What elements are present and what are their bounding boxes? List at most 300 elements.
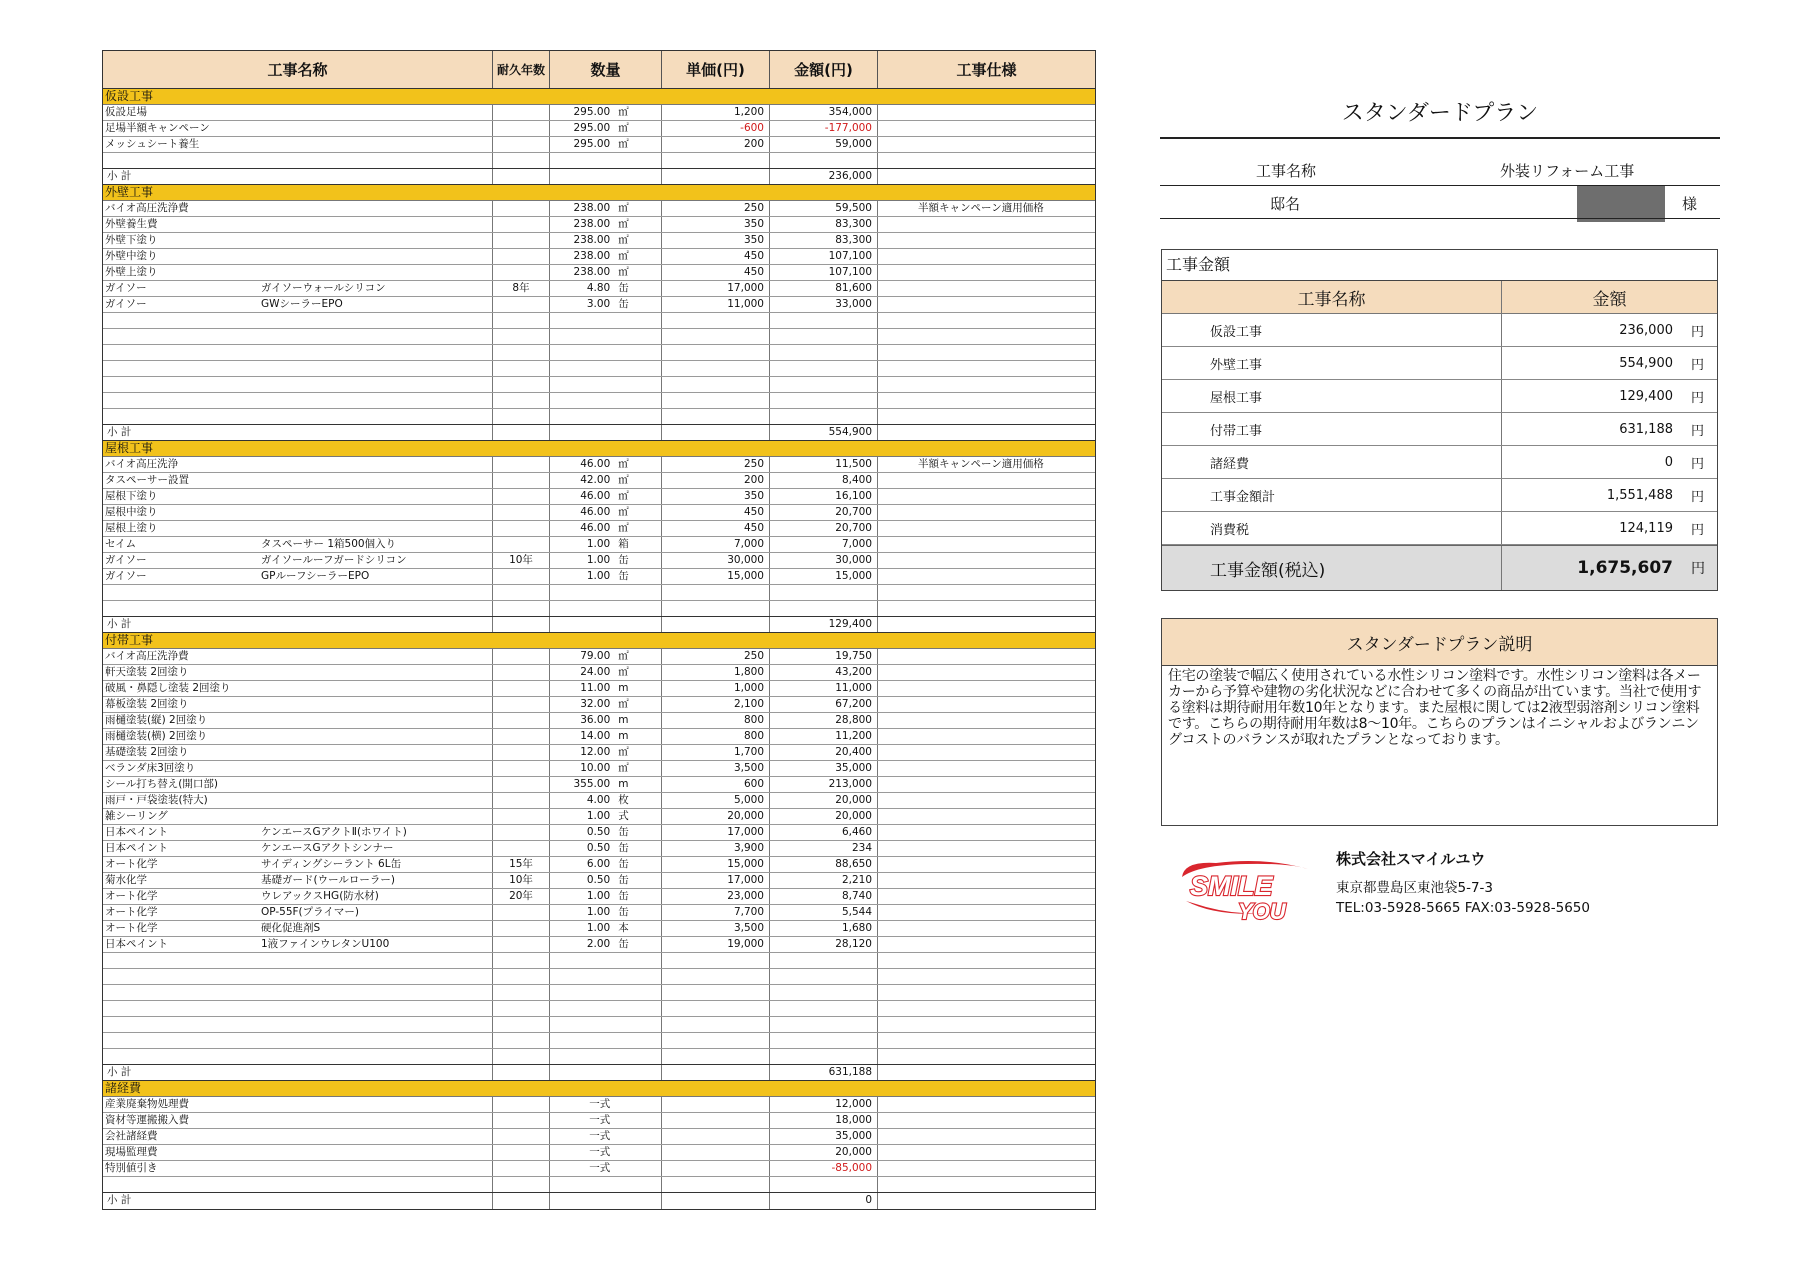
cell-duration bbox=[493, 969, 550, 984]
cell-spec bbox=[878, 489, 1095, 504]
item-name: 雑シーリング bbox=[105, 810, 168, 822]
item-unit bbox=[616, 313, 661, 328]
summary-amount-cell bbox=[1502, 479, 1717, 511]
item-name bbox=[103, 377, 261, 392]
cell-duration: 10年 bbox=[493, 873, 550, 888]
item-product bbox=[261, 761, 492, 776]
cell-unit-price bbox=[662, 345, 770, 360]
cell-spec bbox=[878, 873, 1095, 888]
cell-unit-price: 3,500 bbox=[662, 761, 770, 776]
table-row bbox=[103, 393, 1095, 409]
cell-amount: 129,400 bbox=[770, 617, 878, 632]
item-qty bbox=[550, 409, 616, 424]
header-duration: 耐久年数 bbox=[493, 51, 550, 88]
item-unit: ㎡ bbox=[618, 522, 629, 534]
table-row bbox=[103, 537, 1095, 553]
table-row bbox=[103, 153, 1095, 169]
cell-duration bbox=[493, 649, 550, 664]
cell-spec bbox=[878, 425, 1095, 440]
summary-header bbox=[1162, 281, 1717, 314]
summary-amount-cell bbox=[1502, 314, 1717, 346]
cell-name bbox=[103, 1129, 493, 1144]
item-product: ウレアックスHG(防水材) bbox=[261, 890, 379, 902]
cell-spec bbox=[878, 777, 1095, 792]
cell-duration bbox=[493, 361, 550, 376]
item-qty: 4.00 bbox=[586, 794, 611, 806]
item-product bbox=[261, 249, 492, 264]
table-row bbox=[103, 569, 1095, 585]
cell-unit-price: 5,000 bbox=[662, 793, 770, 808]
summary-label: 屋根工事 bbox=[1162, 380, 1502, 412]
cell-quantity bbox=[550, 905, 662, 920]
cell-amount: 0 bbox=[770, 1193, 878, 1209]
item-qty: 一式 bbox=[589, 1146, 611, 1158]
item-product bbox=[263, 617, 492, 632]
cell-unit-price: 1,800 bbox=[662, 665, 770, 680]
summary-amount-cell bbox=[1502, 446, 1717, 478]
cell-amount bbox=[770, 969, 878, 984]
item-unit bbox=[616, 953, 661, 968]
cell-quantity bbox=[550, 617, 662, 632]
cell-unit-price bbox=[662, 985, 770, 1000]
cell-amount: 20,000 bbox=[770, 809, 878, 824]
item-unit: ㎡ bbox=[618, 698, 629, 710]
cell-duration bbox=[493, 617, 550, 632]
cell-unit-price: 3,900 bbox=[662, 841, 770, 856]
item-unit bbox=[616, 1113, 661, 1128]
cell-unit-price: 15,000 bbox=[662, 569, 770, 584]
cell-name bbox=[103, 137, 493, 152]
item-qty bbox=[550, 345, 616, 360]
description-body: 住宅の塗装で幅広く使用されている水性シリコン塗料です。水性シリコン塗料は各メーカーから予算や建物の劣化状況などに合わせて多くの商品が出ています。当社で使用する塗料は期待耐用年数10年となります。また屋根に関しては2液型弱溶剤シリコン塗料です。こちらの期待耐用年数は8～10年。こちらのプランはイニシャルおよびランニングコストのバランスが取れたプランとなっております。 bbox=[1168, 668, 1702, 748]
item-qty: 32.00 bbox=[580, 698, 611, 710]
item-product: ケンエースGアクトシンナー bbox=[261, 842, 394, 854]
cell-unit-price bbox=[662, 313, 770, 328]
cell-unit-price: 17,000 bbox=[662, 873, 770, 888]
cell-duration bbox=[493, 1129, 550, 1144]
item-qty: 0.50 bbox=[586, 826, 611, 838]
cell-name bbox=[103, 297, 493, 312]
cell-duration bbox=[493, 697, 550, 712]
cell-amount bbox=[770, 985, 878, 1000]
table-row bbox=[103, 489, 1095, 505]
item-name: バイオ高圧洗浄費 bbox=[105, 650, 189, 662]
item-name: 日本ペイント bbox=[105, 938, 168, 950]
item-name: 小 計 bbox=[107, 618, 132, 630]
cell-spec bbox=[878, 729, 1095, 744]
cell-name bbox=[103, 537, 493, 552]
item-name: 雨戸・戸袋塗装(特大) bbox=[105, 794, 208, 806]
summary-total-row bbox=[1162, 545, 1717, 590]
cell-spec bbox=[878, 713, 1095, 728]
item-qty: 36.00 bbox=[580, 714, 611, 726]
item-product bbox=[261, 1017, 492, 1032]
subtotal-row bbox=[103, 169, 1095, 185]
client-label: 邸名 bbox=[1270, 195, 1301, 213]
cell-spec bbox=[878, 601, 1095, 616]
table-row bbox=[103, 713, 1095, 729]
cell-unit-price bbox=[662, 585, 770, 600]
cell-duration bbox=[493, 521, 550, 536]
category-title: 付帯工事 bbox=[105, 633, 154, 647]
item-qty: 1.00 bbox=[586, 538, 611, 550]
item-qty: 79.00 bbox=[580, 650, 611, 662]
estimate-table bbox=[102, 50, 1096, 1210]
cell-name bbox=[103, 713, 493, 728]
cell-amount: 88,650 bbox=[770, 857, 878, 872]
item-qty: 一式 bbox=[589, 1130, 611, 1142]
summary-box bbox=[1161, 249, 1718, 591]
cell-amount bbox=[770, 393, 878, 408]
item-product bbox=[261, 153, 492, 168]
item-qty bbox=[550, 169, 616, 184]
cell-unit-price: 450 bbox=[662, 265, 770, 280]
cell-unit-price bbox=[662, 969, 770, 984]
item-name: 雨樋塗装(縦) 2回塗り bbox=[105, 714, 208, 726]
cell-unit-price: 250 bbox=[662, 201, 770, 216]
cell-quantity bbox=[550, 921, 662, 936]
cell-spec bbox=[878, 393, 1095, 408]
item-product bbox=[261, 729, 492, 744]
item-qty bbox=[550, 585, 616, 600]
item-product bbox=[261, 1033, 492, 1048]
item-product bbox=[261, 697, 492, 712]
table-row bbox=[103, 697, 1095, 713]
table-row bbox=[103, 601, 1095, 617]
cell-name bbox=[103, 1033, 493, 1048]
cell-amount: 12,000 bbox=[770, 1097, 878, 1112]
item-name: セイム bbox=[105, 538, 137, 550]
cell-unit-price: 7,700 bbox=[662, 905, 770, 920]
item-product bbox=[263, 1065, 492, 1080]
item-product: 基礎ガード(ウールローラー) bbox=[261, 874, 395, 886]
summary-yen: 円 bbox=[1691, 390, 1705, 406]
subtotal-row bbox=[103, 1193, 1095, 1209]
cell-name bbox=[103, 681, 493, 696]
summary-label: 仮設工事 bbox=[1162, 314, 1502, 346]
summary-rows bbox=[1162, 314, 1717, 545]
cell-spec bbox=[878, 921, 1095, 936]
cell-spec bbox=[878, 681, 1095, 696]
summary-amount-cell bbox=[1502, 413, 1717, 445]
work-name-label: 工事名称 bbox=[1256, 162, 1317, 180]
cell-amount bbox=[770, 313, 878, 328]
cell-name bbox=[103, 265, 493, 280]
cell-duration bbox=[493, 569, 550, 584]
cell-name bbox=[103, 553, 493, 568]
cell-name bbox=[103, 889, 493, 904]
cell-duration bbox=[493, 1177, 550, 1192]
cell-quantity bbox=[550, 521, 662, 536]
item-product bbox=[263, 1193, 492, 1209]
item-product: タスペーサー 1箱500個入り bbox=[261, 538, 397, 550]
cell-name bbox=[103, 457, 493, 472]
cell-quantity bbox=[550, 825, 662, 840]
item-name: 資材等運搬搬入費 bbox=[105, 1114, 189, 1126]
cell-duration bbox=[493, 681, 550, 696]
item-name: 屋根下塗り bbox=[105, 490, 158, 502]
table-row bbox=[103, 985, 1095, 1001]
cell-spec bbox=[878, 537, 1095, 552]
cell-name bbox=[103, 777, 493, 792]
cell-name bbox=[103, 281, 493, 296]
logo-text-top: SMILE bbox=[1190, 871, 1273, 901]
cell-unit-price bbox=[662, 1161, 770, 1176]
cell-spec bbox=[878, 553, 1095, 568]
cell-amount: 35,000 bbox=[770, 761, 878, 776]
cell-spec bbox=[878, 905, 1095, 920]
cell-unit-price: 800 bbox=[662, 729, 770, 744]
cell-name bbox=[103, 793, 493, 808]
item-name: 小 計 bbox=[107, 170, 132, 182]
item-name: 菊水化学 bbox=[105, 874, 147, 886]
cell-amount: 81,600 bbox=[770, 281, 878, 296]
cell-spec bbox=[878, 649, 1095, 664]
table-row bbox=[103, 841, 1095, 857]
header-name: 工事名称 bbox=[103, 51, 493, 88]
cell-unit-price: 17,000 bbox=[662, 281, 770, 296]
cell-amount: 6,460 bbox=[770, 825, 878, 840]
item-name: 日本ペイント bbox=[105, 826, 168, 838]
item-qty: 295.00 bbox=[573, 106, 611, 118]
table-row bbox=[103, 905, 1095, 921]
item-product bbox=[261, 649, 492, 664]
table-row bbox=[103, 857, 1095, 873]
item-product bbox=[261, 1161, 492, 1176]
item-product bbox=[261, 1129, 492, 1144]
cell-quantity bbox=[550, 1017, 662, 1032]
cell-spec bbox=[878, 985, 1095, 1000]
cell-spec bbox=[878, 761, 1095, 776]
total-label: 工事金額(税込) bbox=[1162, 546, 1502, 590]
table-row bbox=[103, 377, 1095, 393]
item-product bbox=[261, 121, 492, 136]
item-product bbox=[261, 473, 492, 488]
item-name bbox=[103, 409, 261, 424]
cell-unit-price bbox=[662, 1049, 770, 1064]
cell-amount: 20,400 bbox=[770, 745, 878, 760]
cell-quantity bbox=[550, 969, 662, 984]
cell-unit-price: 7,000 bbox=[662, 537, 770, 552]
cell-spec bbox=[878, 1129, 1095, 1144]
cell-quantity bbox=[550, 457, 662, 472]
item-product bbox=[261, 233, 492, 248]
cell-name bbox=[103, 841, 493, 856]
item-unit: 缶 bbox=[618, 890, 629, 902]
cell-duration bbox=[493, 233, 550, 248]
item-name: 足場半額キャンペーン bbox=[105, 122, 210, 134]
cell-spec bbox=[878, 1097, 1095, 1112]
item-qty bbox=[550, 361, 616, 376]
item-name: ガイソー bbox=[105, 570, 147, 582]
cell-quantity bbox=[550, 489, 662, 504]
item-product bbox=[261, 1145, 492, 1160]
cell-amount: 30,000 bbox=[770, 553, 878, 568]
cell-quantity bbox=[550, 377, 662, 392]
cell-quantity bbox=[550, 553, 662, 568]
item-unit bbox=[616, 345, 661, 360]
cell-unit-price bbox=[662, 953, 770, 968]
item-product bbox=[261, 105, 492, 120]
item-name bbox=[103, 329, 261, 344]
cell-unit-price: 800 bbox=[662, 713, 770, 728]
cell-duration bbox=[493, 841, 550, 856]
table-row bbox=[103, 585, 1095, 601]
cell-quantity bbox=[550, 265, 662, 280]
cell-amount bbox=[770, 1033, 878, 1048]
cell-spec bbox=[878, 1001, 1095, 1016]
cell-name bbox=[103, 937, 493, 952]
cell-quantity bbox=[550, 937, 662, 952]
cell-spec bbox=[878, 953, 1095, 968]
cell-quantity bbox=[550, 585, 662, 600]
cell-quantity bbox=[550, 121, 662, 136]
cell-quantity bbox=[550, 1145, 662, 1160]
item-name: 基礎塗装 2回塗り bbox=[105, 746, 189, 758]
category-title: 外壁工事 bbox=[105, 185, 154, 199]
cell-duration bbox=[493, 1033, 550, 1048]
cell-unit-price bbox=[662, 1001, 770, 1016]
summary-row bbox=[1162, 479, 1717, 512]
cell-quantity bbox=[550, 1161, 662, 1176]
cell-amount: 83,300 bbox=[770, 217, 878, 232]
item-qty: 46.00 bbox=[580, 522, 611, 534]
cell-spec bbox=[878, 217, 1095, 232]
cell-quantity bbox=[550, 889, 662, 904]
cell-amount: 5,544 bbox=[770, 905, 878, 920]
cell-unit-price: 350 bbox=[662, 217, 770, 232]
item-name: 外壁上塗り bbox=[105, 266, 158, 278]
table-header bbox=[103, 51, 1095, 89]
cell-name bbox=[103, 969, 493, 984]
cell-quantity bbox=[550, 745, 662, 760]
cell-duration bbox=[493, 409, 550, 424]
table-row bbox=[103, 505, 1095, 521]
table-row bbox=[103, 681, 1095, 697]
cell-duration bbox=[493, 1065, 550, 1080]
item-unit: m bbox=[618, 682, 629, 694]
item-unit: 式 bbox=[618, 810, 629, 822]
item-name: 外壁養生費 bbox=[105, 218, 158, 230]
table-row bbox=[103, 1129, 1095, 1145]
cell-unit-price: 1,700 bbox=[662, 745, 770, 760]
cell-unit-price bbox=[662, 1097, 770, 1112]
cell-name bbox=[103, 393, 493, 408]
item-product: 硬化促進剤S bbox=[261, 922, 321, 934]
cell-quantity bbox=[550, 537, 662, 552]
cell-unit-price: 200 bbox=[662, 137, 770, 152]
cell-name bbox=[103, 761, 493, 776]
cell-name bbox=[103, 1017, 493, 1032]
item-unit: ㎡ bbox=[618, 250, 629, 262]
item-qty bbox=[550, 153, 616, 168]
cell-name bbox=[103, 313, 493, 328]
summary-amount: 129,400 bbox=[1619, 388, 1673, 404]
summary-amount: 124,119 bbox=[1619, 520, 1673, 536]
item-qty: 3.00 bbox=[586, 298, 611, 310]
item-name bbox=[103, 393, 261, 408]
cell-unit-price: 250 bbox=[662, 649, 770, 664]
cell-unit-price bbox=[662, 1033, 770, 1048]
item-product bbox=[261, 585, 492, 600]
cell-amount: -177,000 bbox=[770, 121, 878, 136]
cell-spec bbox=[878, 153, 1095, 168]
cell-spec bbox=[878, 585, 1095, 600]
item-name: メッシュシート養生 bbox=[105, 138, 200, 150]
cell-amount bbox=[770, 377, 878, 392]
cell-name bbox=[103, 825, 493, 840]
cell-amount: 8,400 bbox=[770, 473, 878, 488]
cell-spec bbox=[878, 1033, 1095, 1048]
cell-duration bbox=[493, 1001, 550, 1016]
summary-row bbox=[1162, 380, 1717, 413]
cell-spec bbox=[878, 377, 1095, 392]
cell-amount: 83,300 bbox=[770, 233, 878, 248]
cell-duration bbox=[493, 825, 550, 840]
item-product bbox=[261, 457, 492, 472]
item-qty bbox=[550, 1177, 616, 1192]
cell-duration bbox=[493, 153, 550, 168]
table-row bbox=[103, 297, 1095, 313]
item-unit: 缶 bbox=[618, 874, 629, 886]
cell-spec bbox=[878, 1065, 1095, 1080]
cell-name bbox=[103, 1065, 493, 1080]
item-product bbox=[261, 345, 492, 360]
item-name: タスペーサー設置 bbox=[105, 474, 189, 486]
total-amount-cell bbox=[1502, 546, 1717, 590]
cell-amount: 33,000 bbox=[770, 297, 878, 312]
category-title: 諸経費 bbox=[105, 1081, 142, 1095]
table-row bbox=[103, 281, 1095, 297]
cell-quantity bbox=[550, 393, 662, 408]
cell-spec bbox=[878, 857, 1095, 872]
item-qty bbox=[550, 1049, 616, 1064]
cell-name bbox=[103, 217, 493, 232]
cell-unit-price: 3,500 bbox=[662, 921, 770, 936]
cell-duration bbox=[493, 105, 550, 120]
cell-amount: 67,200 bbox=[770, 697, 878, 712]
cell-quantity bbox=[550, 665, 662, 680]
cell-spec bbox=[878, 281, 1095, 296]
summary-yen: 円 bbox=[1691, 489, 1705, 505]
cell-name bbox=[103, 1001, 493, 1016]
item-unit bbox=[616, 585, 661, 600]
title-underline bbox=[1160, 137, 1720, 139]
cell-amount: 28,120 bbox=[770, 937, 878, 952]
table-row bbox=[103, 217, 1095, 233]
table-row bbox=[103, 249, 1095, 265]
item-name bbox=[103, 985, 261, 1000]
cell-unit-price bbox=[662, 1145, 770, 1160]
cell-unit-price bbox=[662, 153, 770, 168]
cell-quantity bbox=[550, 297, 662, 312]
table-row bbox=[103, 1097, 1095, 1113]
cell-name bbox=[103, 1161, 493, 1176]
cell-name bbox=[103, 233, 493, 248]
item-name: オート化学 bbox=[105, 906, 158, 918]
cell-unit-price: 1,200 bbox=[662, 105, 770, 120]
table-row bbox=[103, 233, 1095, 249]
cell-unit-price bbox=[662, 1065, 770, 1080]
cell-name bbox=[103, 985, 493, 1000]
item-unit bbox=[616, 1145, 661, 1160]
cell-duration: 10年 bbox=[493, 553, 550, 568]
item-name: ガイソー bbox=[105, 554, 147, 566]
item-qty: 1.00 bbox=[586, 810, 611, 822]
item-name: バイオ高圧洗浄費 bbox=[105, 202, 189, 214]
summary-amount-cell bbox=[1502, 380, 1717, 412]
cell-unit-price: 250 bbox=[662, 457, 770, 472]
